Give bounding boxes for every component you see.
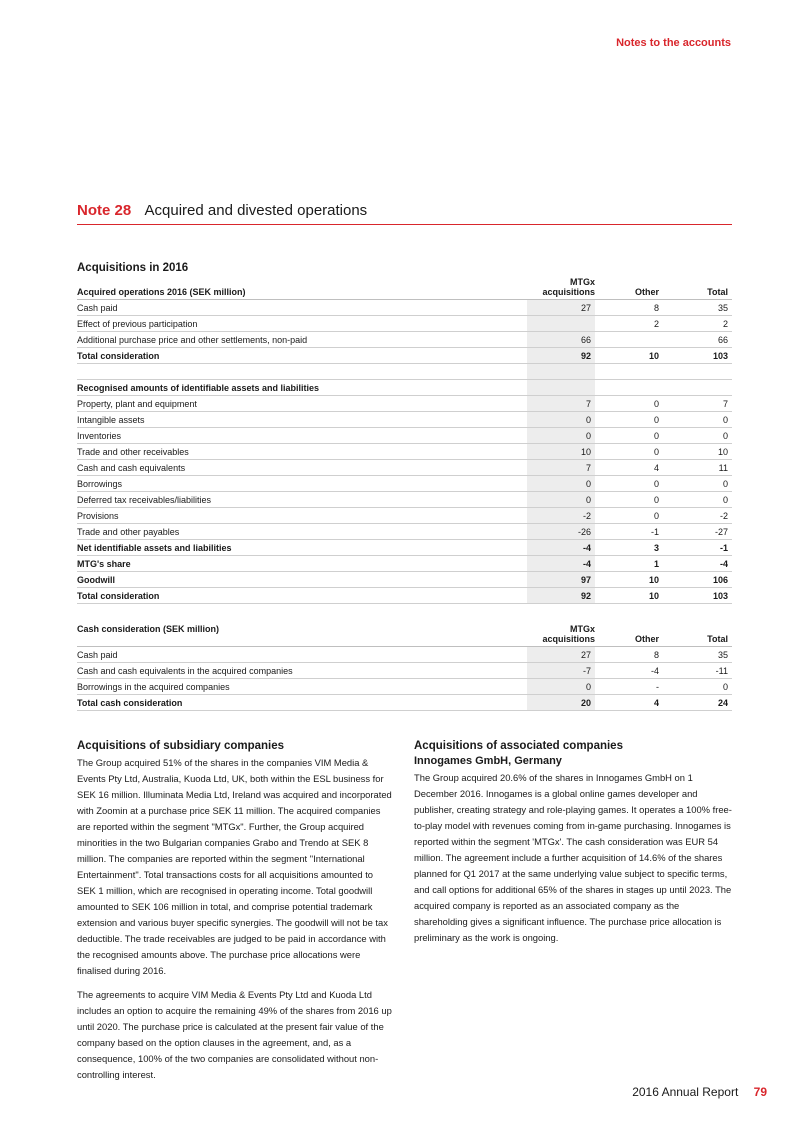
row-label: Effect of previous participation <box>77 316 527 332</box>
row-other-value: 10 <box>595 588 663 604</box>
table-row <box>77 663 732 679</box>
row-label: Trade and other payables <box>77 524 527 540</box>
row-label: Goodwill <box>77 572 527 588</box>
row-mtgx-value: -2 <box>527 508 595 524</box>
subsidiary-paragraph-2: The agreements to acquire VIM Media & Events Pty Ltd and Kuoda Ltd includes an option to acquire the remaining 49% of the shares from 2016 up until 2020. The purchase price is calculated at the present fair value of the company based on the option clauses in the agreement, and, as a consequence, 100% of the two companies are consolidated without non-controlling interest. <box>77 989 392 1080</box>
row-other-value: 0 <box>595 444 663 460</box>
table-row-total <box>77 695 732 711</box>
table-row <box>77 492 732 508</box>
row-mtgx-value: 0 <box>527 679 595 695</box>
row-other-value: 8 <box>595 647 663 663</box>
row-label: Intangible assets <box>77 412 527 428</box>
section-header: Notes to the accounts <box>616 37 731 49</box>
row-label: Borrowings in the acquired companies <box>77 679 527 695</box>
row-total-value: 103 <box>663 588 732 604</box>
page-footer <box>632 1085 767 1099</box>
row-other-value <box>595 332 663 348</box>
table-row-total <box>77 588 732 604</box>
row-total-value: 2 <box>663 316 732 332</box>
row-total-value: 0 <box>663 492 732 508</box>
row-mtgx-value <box>527 316 595 332</box>
col-header-mtgx-line2: acquisitions <box>542 287 595 297</box>
row-total-value: 10 <box>663 444 732 460</box>
row-mtgx-value <box>527 380 595 396</box>
row-other-value: 3 <box>595 540 663 556</box>
table-row <box>77 396 732 412</box>
row-label: Additional purchase price and other settlements, non-paid <box>77 332 527 348</box>
row-label: Inventories <box>77 428 527 444</box>
col-header-total: Total <box>663 277 732 300</box>
row-total-value: 0 <box>663 428 732 444</box>
row-total-value <box>663 380 732 396</box>
row-mtgx-value: -4 <box>527 556 595 572</box>
col-header-total: Total <box>663 624 732 647</box>
row-mtgx-value: -26 <box>527 524 595 540</box>
table-row-section-heading <box>77 380 732 396</box>
page-number: 79 <box>753 1085 767 1099</box>
row-label: Cash and cash equivalents <box>77 460 527 476</box>
row-other-value: 0 <box>595 428 663 444</box>
acquired-operations-table <box>77 277 732 604</box>
row-mtgx-value: 0 <box>527 492 595 508</box>
row-label: Cash paid <box>77 300 527 316</box>
row-total-value: 7 <box>663 396 732 412</box>
note-heading <box>77 202 732 225</box>
row-label: MTG's share <box>77 556 527 572</box>
table-row <box>77 428 732 444</box>
row-label <box>77 364 527 380</box>
row-total-value: -11 <box>663 663 732 679</box>
row-total-value: 66 <box>663 332 732 348</box>
row-label: Cash and cash equivalents in the acquired companies <box>77 663 527 679</box>
row-total-value: -1 <box>663 540 732 556</box>
row-label: Trade and other receivables <box>77 444 527 460</box>
row-label: Provisions <box>77 508 527 524</box>
row-mtgx-value: 27 <box>527 300 595 316</box>
row-other-value: 8 <box>595 300 663 316</box>
row-mtgx-value: 7 <box>527 460 595 476</box>
row-other-value: 4 <box>595 460 663 476</box>
associated-subtitle: Innogames GmbH, Germany <box>414 755 562 767</box>
col-header-label: Acquired operations 2016 (SEK million) <box>77 277 527 300</box>
row-other-value: 0 <box>595 476 663 492</box>
associated-section <box>414 740 732 954</box>
row-mtgx-value: 7 <box>527 396 595 412</box>
table-row-total <box>77 572 732 588</box>
row-mtgx-value: 10 <box>527 444 595 460</box>
table-header-row <box>77 277 732 300</box>
row-other-value: 0 <box>595 492 663 508</box>
subsidiary-section <box>77 740 392 1091</box>
col-header-mtgx <box>527 277 595 300</box>
col-header-mtgx-line1: MTGx <box>569 624 595 634</box>
row-other-value: 4 <box>595 695 663 711</box>
row-total-value: 0 <box>663 476 732 492</box>
row-label: Deferred tax receivables/liabilities <box>77 492 527 508</box>
row-mtgx-value: 92 <box>527 348 595 364</box>
row-label: Cash paid <box>77 647 527 663</box>
col-header-mtgx-line2: acquisitions <box>542 634 595 644</box>
col-header-label: Cash consideration (SEK million) <box>77 624 527 647</box>
row-mtgx-value: 27 <box>527 647 595 663</box>
table-row <box>77 316 732 332</box>
subsidiary-paragraph-1: The Group acquired 51% of the shares in the companies VIM Media & Events Pty Ltd, Australia, Kuoda Ltd, UK, both within the ESL business for SEK 16 million. Illuminata Media Ltd, Ireland was acquired and incorporated with Zoomin at a purchase price SEK 11 million. The acquired companies are reported within the segment "MTGx". Further, the Group acquired minorities in the two Bulgarian companies Grabo and Trendo at SEK 8 million. The companies are reported within the segment "International Entertainment". Total transactions costs for all acquisitions amounted to SEK 1 million, which are recognised in operating income. Total goodwill amounted to SEK 106 million in total, and comprise potential trademark extension and various buyer specific synergies. The goodwill will not be tax deductible. The trade receivables are judged to be paid in accordance with the recognised amounts above. The purchase price allocations were finalised during 2016. <box>77 757 392 976</box>
footer-report-title: 2016 Annual Report <box>632 1085 739 1099</box>
row-other-value: -1 <box>595 524 663 540</box>
table-row <box>77 679 732 695</box>
row-total-value: -2 <box>663 508 732 524</box>
row-other-value: 10 <box>595 572 663 588</box>
associated-paragraph-1: The Group acquired 20.6% of the shares in Innogames GmbH on 1 December 2016. Innogames is a global online games developer and publisher, creating strategy and role-playing games. It operates a 100% free-to-play model with revenues coming from in-game purchasing. Innogames is reported within the segment 'MTGx'. The cash consideration was EUR 54 million. The agreement include a further acquisition of 14.6% of the shares planned for Q1 2017 at the same underlying value subject to specific terms, and call options for additional 65% of the shares in stages up until 2023. The acquired company is reported as an associated company as the shareholding gives a significant influence. The purchase price allocation is preliminary as the work is ongoing. <box>414 772 732 943</box>
table-row-total <box>77 540 732 556</box>
table-row-spacer <box>77 364 732 380</box>
row-other-value: 1 <box>595 556 663 572</box>
row-other-value: - <box>595 679 663 695</box>
row-total-value: 103 <box>663 348 732 364</box>
row-total-value: 35 <box>663 647 732 663</box>
table-row-total <box>77 556 732 572</box>
row-other-value: 10 <box>595 348 663 364</box>
row-mtgx-value: 0 <box>527 412 595 428</box>
table-row <box>77 300 732 316</box>
row-total-value: 24 <box>663 695 732 711</box>
row-mtgx-value: 97 <box>527 572 595 588</box>
subsidiary-title: Acquisitions of subsidiary companies <box>77 740 285 752</box>
row-label: Net identifiable assets and liabilities <box>77 540 527 556</box>
row-label: Property, plant and equipment <box>77 396 527 412</box>
row-other-value: 0 <box>595 508 663 524</box>
col-header-mtgx <box>527 624 595 647</box>
table-row <box>77 524 732 540</box>
row-total-value: 11 <box>663 460 732 476</box>
row-other-value: -4 <box>595 663 663 679</box>
col-header-mtgx-line1: MTGx <box>569 277 595 287</box>
row-total-value: 0 <box>663 679 732 695</box>
row-total-value: 0 <box>663 412 732 428</box>
note-title: Acquired and divested operations <box>144 202 368 219</box>
row-label: Total cash consideration <box>77 695 527 711</box>
row-mtgx-value: -4 <box>527 540 595 556</box>
row-label: Total consideration <box>77 588 527 604</box>
row-mtgx-value: 0 <box>527 428 595 444</box>
row-mtgx-value <box>527 364 595 380</box>
acquisitions-title: Acquisitions in 2016 <box>77 262 189 274</box>
row-mtgx-value: 0 <box>527 476 595 492</box>
note-number: Note 28 <box>77 202 132 219</box>
row-label: Borrowings <box>77 476 527 492</box>
table-row <box>77 476 732 492</box>
cash-consideration-table <box>77 624 732 711</box>
row-other-value: 0 <box>595 412 663 428</box>
row-mtgx-value: 66 <box>527 332 595 348</box>
table-row <box>77 508 732 524</box>
table-row <box>77 444 732 460</box>
row-total-value: 106 <box>663 572 732 588</box>
col-header-other: Other <box>595 277 663 300</box>
row-other-value <box>595 364 663 380</box>
row-other-value: 0 <box>595 396 663 412</box>
row-label: Total consideration <box>77 348 527 364</box>
row-total-value: -27 <box>663 524 732 540</box>
table-header-row <box>77 624 732 647</box>
row-mtgx-value: -7 <box>527 663 595 679</box>
table-row <box>77 332 732 348</box>
row-label: Recognised amounts of identifiable assets and liabilities <box>77 380 527 396</box>
row-mtgx-value: 92 <box>527 588 595 604</box>
table-row <box>77 460 732 476</box>
table-row <box>77 647 732 663</box>
col-header-other: Other <box>595 624 663 647</box>
row-other-value: 2 <box>595 316 663 332</box>
row-other-value <box>595 380 663 396</box>
row-total-value: 35 <box>663 300 732 316</box>
table-row <box>77 412 732 428</box>
row-total-value: -4 <box>663 556 732 572</box>
associated-title: Acquisitions of associated companies <box>414 740 623 752</box>
row-mtgx-value: 20 <box>527 695 595 711</box>
row-total-value <box>663 364 732 380</box>
table-row-total <box>77 348 732 364</box>
